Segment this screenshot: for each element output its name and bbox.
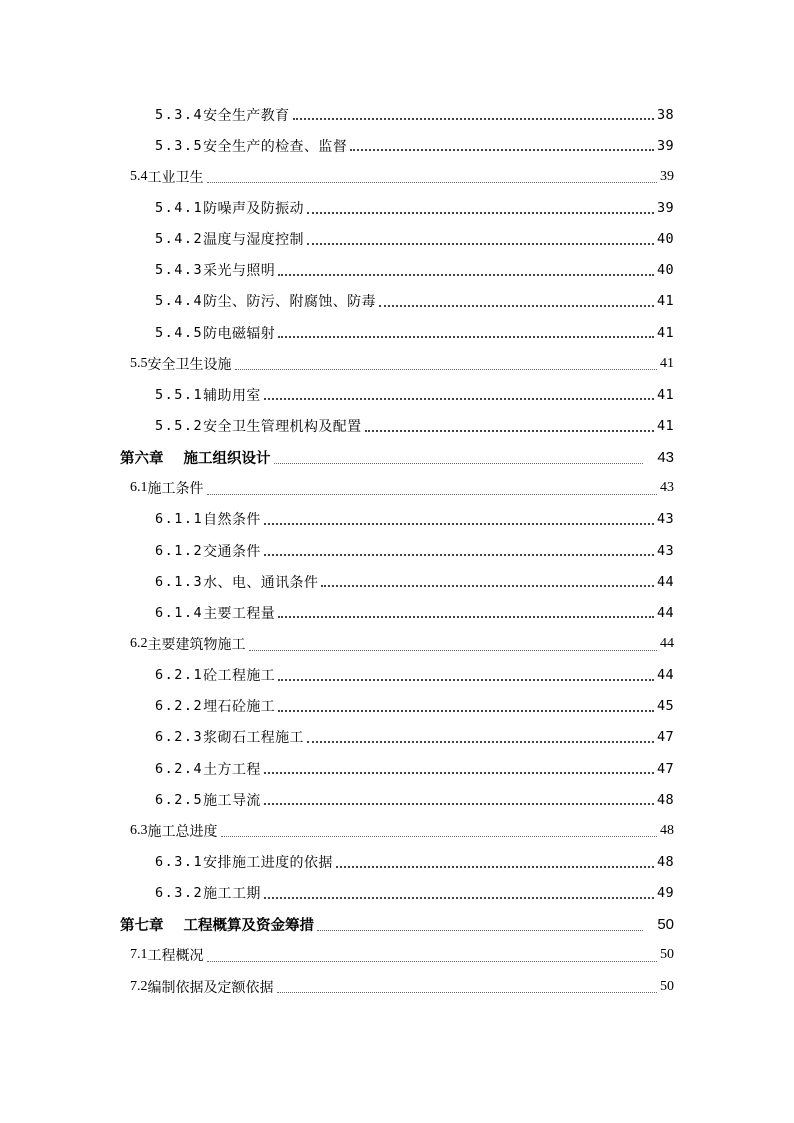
- dot-leader: [317, 930, 643, 931]
- toc-entry[interactable]: [0, 846, 794, 877]
- toc-entry-title: 施工工期: [203, 886, 261, 903]
- toc-entry-title: 辅助用室: [203, 387, 261, 404]
- toc-entry-page-number: 41: [660, 355, 674, 371]
- toc-entry-title: 施工总进度: [147, 823, 218, 840]
- toc-entry-title: 土方工程: [203, 761, 261, 778]
- toc-entry-title: 防尘、防污、附腐蚀、防毒: [203, 294, 376, 311]
- toc-entry-title: 施工组织设计: [183, 450, 271, 467]
- toc-entry-number: 6.1.3: [155, 573, 204, 590]
- toc-entry[interactable]: [0, 722, 794, 753]
- dot-leader: [336, 866, 654, 868]
- toc-entry-number: 5.5: [130, 355, 148, 371]
- dot-leader: [293, 118, 654, 120]
- toc-entry-page-number: 47: [656, 760, 674, 777]
- toc-entry[interactable]: [0, 691, 794, 722]
- dot-leader: [321, 585, 654, 587]
- toc-entry-number: 5.3.4: [155, 106, 204, 123]
- toc-entry-page-number: 45: [656, 698, 674, 715]
- toc-entry-title: 浆砌石工程施工: [203, 730, 304, 747]
- toc-entry-number: 6.2.4: [155, 760, 204, 777]
- toc-entry-page-number: 40: [656, 262, 674, 279]
- dot-leader: [274, 463, 644, 464]
- toc-entry-page-number: 44: [656, 573, 674, 590]
- toc-entry-title: 交通条件: [203, 543, 261, 560]
- toc-entry-page-number: 43: [656, 542, 674, 559]
- dot-leader: [207, 494, 658, 495]
- toc-entry-title: 自然条件: [203, 512, 261, 529]
- toc-entry-number: 6.2.5: [155, 791, 204, 808]
- dot-leader: [264, 398, 654, 400]
- toc-entry[interactable]: [0, 442, 794, 473]
- dot-leader: [278, 336, 654, 338]
- toc-entry-page-number: 48: [656, 791, 674, 808]
- toc-entry-title: 编制依据及定额依据: [147, 979, 274, 996]
- toc-entry[interactable]: [0, 628, 794, 659]
- toc-entry-page-number: 50: [660, 947, 674, 963]
- dot-leader: [350, 149, 654, 151]
- toc-entry-number: 5.4: [130, 168, 148, 184]
- toc-entry-number: 5.4.3: [155, 262, 204, 279]
- dot-leader: [277, 992, 658, 993]
- toc-entry-page-number: 44: [656, 667, 674, 684]
- dot-leader: [249, 650, 658, 651]
- dot-leader: [264, 803, 654, 805]
- toc-entry-number: 第六章: [120, 450, 164, 467]
- toc-entry-page-number: 41: [656, 417, 674, 434]
- toc-entry-title: 主要工程量: [203, 605, 276, 622]
- toc-entry[interactable]: [0, 224, 794, 255]
- dot-leader: [264, 897, 654, 899]
- toc-entry-page-number: 44: [660, 635, 674, 651]
- toc-entry[interactable]: [0, 753, 794, 784]
- toc-entry-number: 6.1.2: [155, 542, 204, 559]
- toc-entry-number: 6.2.2: [155, 698, 204, 715]
- toc-entry-number: 6.3.1: [155, 853, 204, 870]
- toc-entry-title: 施工条件: [147, 481, 204, 498]
- toc-entry-page-number: 40: [656, 231, 674, 248]
- toc-entry-title: 安排施工进度的依据: [203, 854, 333, 871]
- toc-entry-title: 水、电、通讯条件: [203, 574, 319, 591]
- dot-leader: [278, 679, 654, 681]
- toc-entry[interactable]: [0, 348, 794, 379]
- toc-entry[interactable]: [0, 192, 794, 223]
- toc-entry-title: 采光与照明: [203, 263, 276, 280]
- toc-entry-number: 5.5.2: [155, 417, 204, 434]
- toc-entry-number: 第七章: [120, 917, 164, 934]
- toc-entry[interactable]: [0, 286, 794, 317]
- toc-entry[interactable]: [0, 597, 794, 628]
- toc-entry-number: 6.2.1: [155, 667, 204, 684]
- toc-entry-title: 安全生产的检查、监督: [203, 138, 348, 155]
- toc-entry-page-number: 49: [656, 885, 674, 902]
- toc-entry[interactable]: [0, 971, 794, 1002]
- toc-entry-number: 5.4.4: [155, 293, 204, 310]
- toc-entry-page-number: 41: [656, 324, 674, 341]
- toc-entry[interactable]: [0, 535, 794, 566]
- toc-entry[interactable]: [0, 317, 794, 348]
- toc-entry-title: 施工导流: [203, 792, 261, 809]
- toc-entry-number: 5.5.1: [155, 386, 204, 403]
- toc-entry-page-number: 38: [656, 106, 674, 123]
- toc-entry-page-number: 41: [656, 386, 674, 403]
- toc-entry-title: 防噪声及防振动: [203, 200, 304, 217]
- dot-leader: [278, 616, 654, 618]
- toc-entry-title: 安全卫生设施: [147, 356, 232, 373]
- toc-entry-page-number: 47: [656, 729, 674, 746]
- toc-entry-number: 5.4.1: [155, 199, 204, 216]
- dot-leader: [235, 369, 658, 370]
- toc-entry-page-number: 43: [657, 448, 674, 466]
- toc-entry-title: 工业卫生: [147, 169, 204, 186]
- dot-leader: [264, 772, 654, 774]
- toc-entry-page-number: 48: [656, 853, 674, 870]
- toc-entry[interactable]: [0, 255, 794, 286]
- toc-entry-number: 6.2: [130, 635, 148, 651]
- dot-leader: [307, 212, 654, 214]
- toc-entry-page-number: 43: [660, 480, 674, 496]
- toc-entry-number: 5.4.5: [155, 324, 204, 341]
- toc-entry[interactable]: [0, 99, 794, 130]
- toc-entry[interactable]: [0, 909, 794, 940]
- toc-entry-number: 7.1: [130, 947, 148, 963]
- toc-entry[interactable]: [0, 130, 794, 161]
- dot-leader: [365, 430, 654, 432]
- toc-entry-title: 安全卫生管理机构及配置: [203, 418, 362, 435]
- toc-entry-page-number: 39: [660, 168, 674, 184]
- dot-leader: [264, 554, 654, 556]
- dot-leader: [207, 182, 658, 183]
- dot-leader: [221, 836, 658, 837]
- dot-leader: [278, 274, 654, 276]
- toc-entry-page-number: 39: [656, 199, 674, 216]
- toc-entry-number: 6.3: [130, 822, 148, 838]
- toc-entry-title: 防电磁辐射: [203, 325, 276, 342]
- toc-entry[interactable]: [0, 940, 794, 971]
- table-of-contents: [0, 99, 794, 1002]
- toc-entry[interactable]: [0, 566, 794, 597]
- toc-entry-number: 5.4.2: [155, 231, 204, 248]
- toc-entry-title: 埋石砼施工: [203, 699, 276, 716]
- dot-leader: [278, 710, 654, 712]
- toc-entry-title: 安全生产教育: [203, 107, 290, 124]
- toc-entry-title: 主要建筑物施工: [147, 636, 246, 653]
- toc-entry-number: 6.1: [130, 480, 148, 496]
- dot-leader: [264, 523, 654, 525]
- dot-leader: [307, 741, 654, 743]
- toc-entry[interactable]: [0, 161, 794, 192]
- toc-entry[interactable]: [0, 878, 794, 909]
- toc-entry-page-number: 43: [656, 511, 674, 528]
- toc-entry-title: 温度与湿度控制: [203, 232, 304, 249]
- toc-entry-number: 5.3.5: [155, 137, 204, 154]
- toc-entry[interactable]: [0, 815, 794, 846]
- toc-entry-number: 6.1.4: [155, 604, 204, 621]
- toc-entry[interactable]: [0, 473, 794, 504]
- toc-entry[interactable]: [0, 660, 794, 691]
- toc-entry-page-number: 50: [657, 915, 674, 933]
- toc-entry-page-number: 39: [656, 137, 674, 154]
- toc-entry-number: 6.2.3: [155, 729, 204, 746]
- toc-entry-page-number: 44: [656, 604, 674, 621]
- dot-leader: [207, 961, 658, 962]
- toc-entry[interactable]: [0, 784, 794, 815]
- toc-entry[interactable]: [0, 410, 794, 441]
- dot-leader: [379, 305, 654, 307]
- toc-entry-number: 6.1.1: [155, 511, 204, 528]
- toc-entry-number: 7.2: [130, 978, 148, 994]
- toc-entry[interactable]: [0, 504, 794, 535]
- toc-entry-title: 工程概况: [147, 948, 204, 965]
- toc-entry[interactable]: [0, 379, 794, 410]
- toc-entry-number: 6.3.2: [155, 885, 204, 902]
- toc-entry-page-number: 48: [660, 822, 674, 838]
- toc-entry-page-number: 41: [656, 293, 674, 310]
- toc-entry-title: 砼工程施工: [203, 668, 276, 685]
- toc-entry-page-number: 50: [660, 978, 674, 994]
- dot-leader: [307, 243, 654, 245]
- toc-entry-title: 工程概算及资金筹措: [183, 917, 314, 934]
